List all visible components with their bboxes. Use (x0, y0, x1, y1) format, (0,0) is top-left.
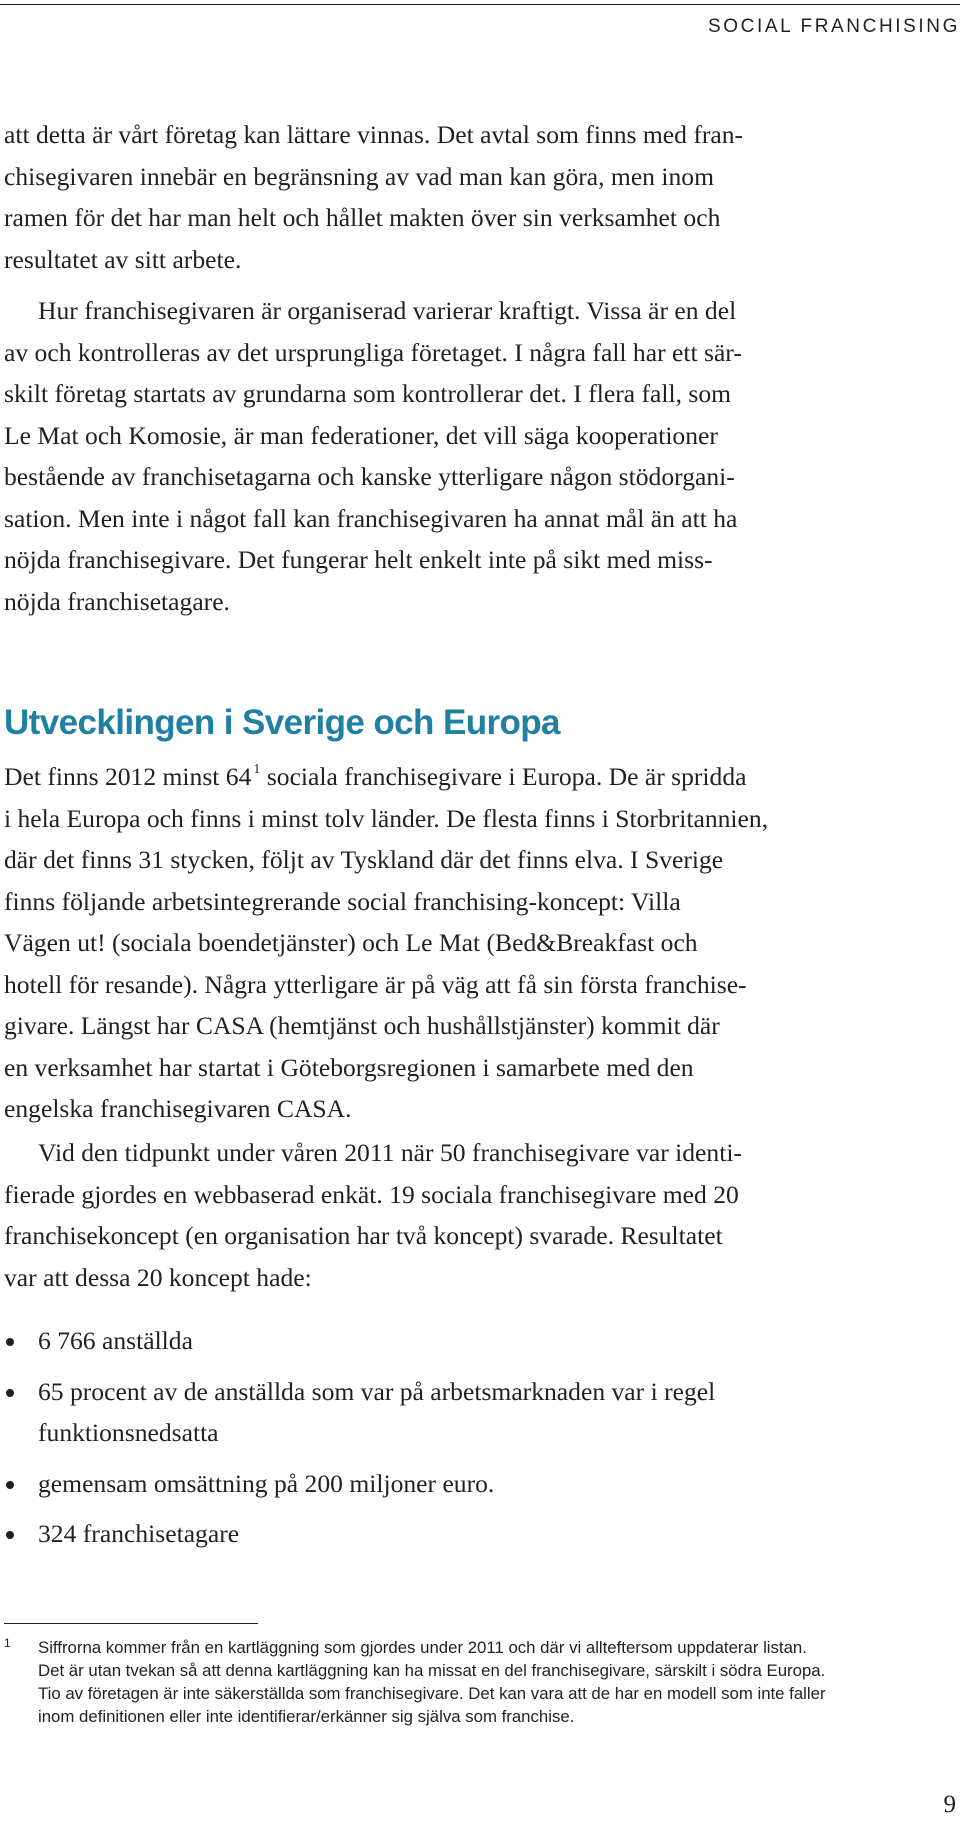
paragraph-line: chisegivaren innebär en begränsning av vad man kan göra, men inom (4, 161, 714, 191)
footnote-text (4, 1636, 954, 1728)
paragraph-2 (4, 290, 954, 622)
list-item-text: funktionsnedsatta (38, 1418, 219, 1447)
paragraph-1 (4, 114, 954, 280)
paragraph-line: finns följande arbetsintegrerande social franchising-koncept: Villa (4, 886, 681, 916)
paragraph-line (4, 756, 954, 798)
footnote-line: Siffrorna kommer från en kartläggning som gjordes under 2011 och där vi allteftersom uppdaterar listan. (38, 1638, 807, 1657)
bullet-icon (6, 1338, 14, 1346)
paragraph-line: av och kontrolleras av det ursprungliga företaget. I några fall har ett sär- (4, 337, 742, 367)
paragraph-line: Le Mat och Komosie, är man federationer, det vill säga kooperationer (4, 420, 718, 450)
list-item (4, 1463, 954, 1505)
paragraph-line: att detta är vårt företag kan lättare vinnas. Det avtal som finns med fran- (4, 120, 744, 149)
paragraph-line: nöjda franchisetagare. (4, 586, 230, 616)
paragraph-line: bestående av franchisetagarna och kanske ytterligare någon stödorgani- (4, 462, 735, 491)
paragraph-line: i hela Europa och finns i minst tolv länder. De flesta finns i Storbritannien, (4, 803, 769, 833)
list-item-text: 6 766 anställda (38, 1326, 193, 1355)
footnote-rule (4, 1623, 258, 1624)
paragraph-text: Det finns 2012 minst 64 (4, 762, 252, 791)
footnote (4, 1636, 954, 1728)
footnote-line: Det är utan tvekan så att denna kartläggning kan ha missat en del franchisegivare, särskilt i södra Europa. (38, 1661, 826, 1680)
footnote-number: 1 (4, 1636, 11, 1650)
paragraph-4 (4, 1132, 954, 1298)
paragraph-3 (4, 756, 954, 1130)
page-number: 9 (943, 1791, 956, 1818)
footnote-reference[interactable]: 1 (253, 762, 261, 777)
paragraph-line: skilt företag startats av grundarna som kontrollerar det. I flera fall, som (4, 379, 732, 408)
paragraph-line: Vid den tidpunkt under våren 2011 när 50 franchisegivare var identi- (38, 1138, 742, 1167)
paragraph-line: var att dessa 20 koncept hade: (4, 1262, 312, 1292)
paragraph-line: sation. Men inte i något fall kan franchisegivaren ha annat mål än att ha (4, 503, 738, 533)
list-item (4, 1320, 954, 1362)
list-item-text: gemensam omsättning på 200 miljoner euro. (38, 1468, 495, 1498)
list-item (4, 1513, 954, 1555)
top-rule (0, 4, 960, 5)
section-heading: Utvecklingen i Sverige och Europa (4, 703, 560, 742)
list-item-text: 324 franchisetagare (38, 1519, 240, 1548)
paragraph-line: fierade gjordes en webbaserad enkät. 19 sociala franchisegivare med 20 (4, 1179, 739, 1209)
bullet-icon (6, 1531, 14, 1539)
footnote-line: Tio av företagen är inte säkerställda som franchisegivare. Det kan vara att de har en modell som inte faller (38, 1684, 826, 1703)
paragraph-line: Vägen ut! (sociala boendetjänster) och Le Mat (Bed&Breakfast och (4, 928, 698, 957)
paragraph-line: ramen för det har man helt och hållet makten över sin verksamhet och (4, 203, 721, 232)
bullet-icon (6, 1389, 14, 1397)
list-item-text: 65 procent av de anställda som var på arbetsmarknaden var i regel (38, 1376, 716, 1406)
bullet-list (4, 1320, 954, 1555)
paragraph-line: franchisekoncept (en organisation har två koncept) svarade. Resultatet (4, 1221, 723, 1250)
paragraph-line: givare. Längst har CASA (hemtjänst och hushållstjänster) kommit där (4, 1011, 720, 1040)
footnote-line: inom definitionen eller inte identifierar/erkänner sig själva som franchise. (38, 1707, 575, 1726)
paragraph-line: Hur franchisegivaren är organiserad varierar kraftigt. Vissa är en del (38, 296, 737, 325)
paragraph-text: sociala franchisegivare i Europa. De är spridda (266, 762, 747, 791)
running-head: SOCIAL FRANCHISING (708, 16, 960, 37)
paragraph-line: nöjda franchisegivare. Det fungerar helt enkelt inte på sikt med miss- (4, 545, 713, 574)
paragraph-line: resultatet av sitt arbete. (4, 244, 242, 274)
list-item (4, 1371, 954, 1454)
paragraph-line: engelska franchisegivaren CASA. (4, 1094, 352, 1123)
paragraph-line: där det finns 31 stycken, följt av Tyskland där det finns elva. I Sverige (4, 845, 724, 874)
paragraph-line: en verksamhet har startat i Göteborgsregionen i samarbete med den (4, 1052, 694, 1082)
bullet-icon (6, 1481, 14, 1489)
paragraph-line: hotell för resande). Några ytterligare är på väg att få sin första franchise- (4, 969, 747, 999)
